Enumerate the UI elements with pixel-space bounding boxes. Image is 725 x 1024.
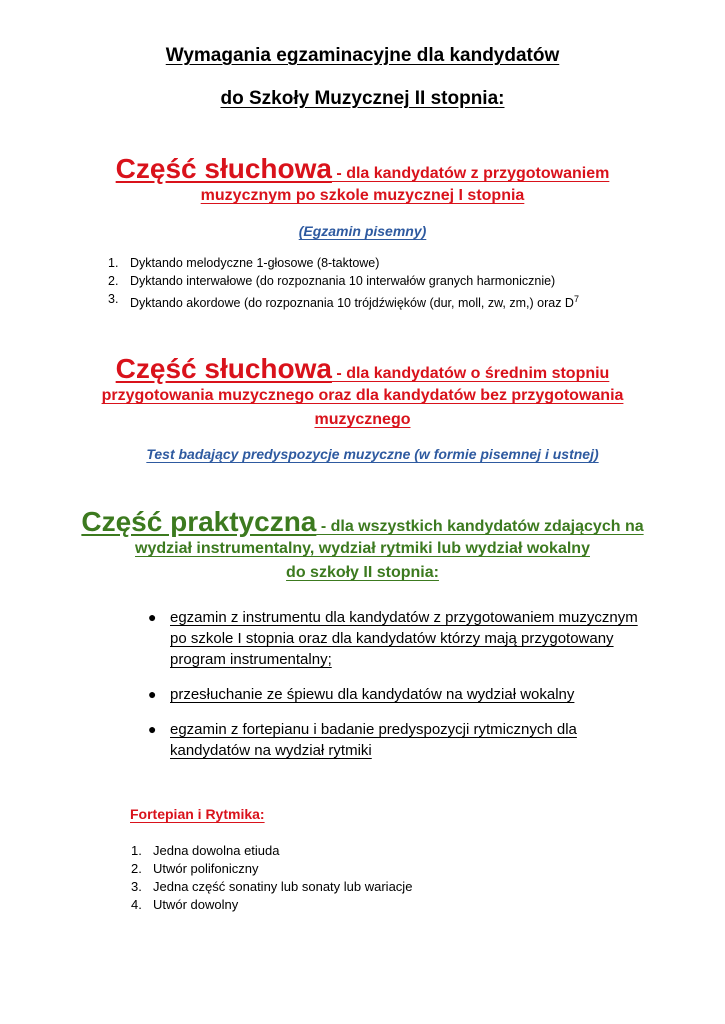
bullet-icon: ●	[148, 721, 157, 737]
section2-sub-line3: muzycznego	[314, 411, 411, 428]
page-title	[0, 45, 725, 67]
section2-heading-row	[0, 352, 725, 391]
section2-sub-line1: - dla kandydatów o średnim stopniu	[331, 365, 610, 382]
section3-sub-line2: wydział instrumentalny, wydział rytmiki lub wydział wokalny	[135, 540, 590, 557]
section1-note: (Egzamin pisemny)	[298, 223, 427, 239]
list-item: 2. Utwór polifoniczny	[131, 861, 259, 876]
list-item: 3. Jedna część sonatiny lub sonaty lub wariacje	[131, 879, 413, 894]
bullet-icon: ●	[148, 609, 157, 625]
list-item: 1. Jedna dowolna etiuda	[131, 843, 280, 858]
section3-sub-line1: - dla wszystkich kandydatów zdających na	[316, 518, 644, 535]
list-item: 1. Dyktando melodyczne 1-głosowe (8-taktowe)	[108, 256, 380, 270]
section4-list	[131, 842, 412, 914]
section3-bullet-list	[148, 607, 638, 761]
section3-heading-row	[0, 505, 725, 544]
list-item: ● przesłuchanie ze śpiewu dla kandydatów na wydział wokalny	[148, 686, 575, 703]
section2-heading: Część słuchowa	[115, 353, 332, 384]
section1-heading-row	[0, 152, 725, 191]
list-item: 4. Utwór dowolny	[131, 897, 239, 912]
section1-sub-row	[0, 187, 725, 205]
title-line-2: do Szkoły Muzycznej II stopnia:	[220, 88, 505, 109]
section1-sub-line2: muzycznym po szkole muzycznej I stopnia	[200, 187, 525, 204]
list-item: ● egzamin z instrumentu dla kandydatów z przygotowaniem muzycznym po szkole I stopnia oraz dla kandydatów którzy mają przygotowany program instrumentalny;	[148, 609, 638, 668]
section1-list	[108, 254, 579, 311]
section4-heading: Fortepian i Rytmika:	[130, 806, 265, 822]
bullet-icon: ●	[148, 686, 157, 702]
section2-sub-row2	[0, 387, 725, 405]
section2-note: Test badający predyspozycje muzyczne (w formie pisemnej i ustnej)	[146, 446, 599, 462]
list-item: 3. Dyktando akordowe (do rozpoznania 10 trójdźwięków (dur, moll, zw, zm,) oraz $D^7$	[108, 292, 579, 311]
list-item: 2. Dyktando interwałowe (do rozpoznania 10 interwałów granych harmonicznie)	[108, 274, 556, 288]
section2-sub-line2: przygotowania muzycznego oraz dla kandydatów bez przygotowania	[101, 387, 624, 404]
section1-heading: Część słuchowa	[115, 153, 332, 184]
list-item: ● egzamin z fortepianu i badanie predyspozycji rytmicznych dla kandydatów na wydział rytmiki	[148, 721, 577, 759]
section3-sub-row3	[0, 564, 725, 582]
title-line-1: Wymagania egzaminacyjne dla kandydatów	[165, 45, 560, 66]
section3-sub-line3: do szkoły II stopnia:	[286, 564, 439, 581]
page-subtitle	[0, 88, 725, 110]
section3-sub-row2	[0, 540, 725, 558]
section1-sub-line1: - dla kandydatów z przygotowaniem	[331, 165, 610, 182]
section2-sub-row3	[0, 411, 725, 429]
section3-heading: Część praktyczna	[81, 506, 317, 537]
